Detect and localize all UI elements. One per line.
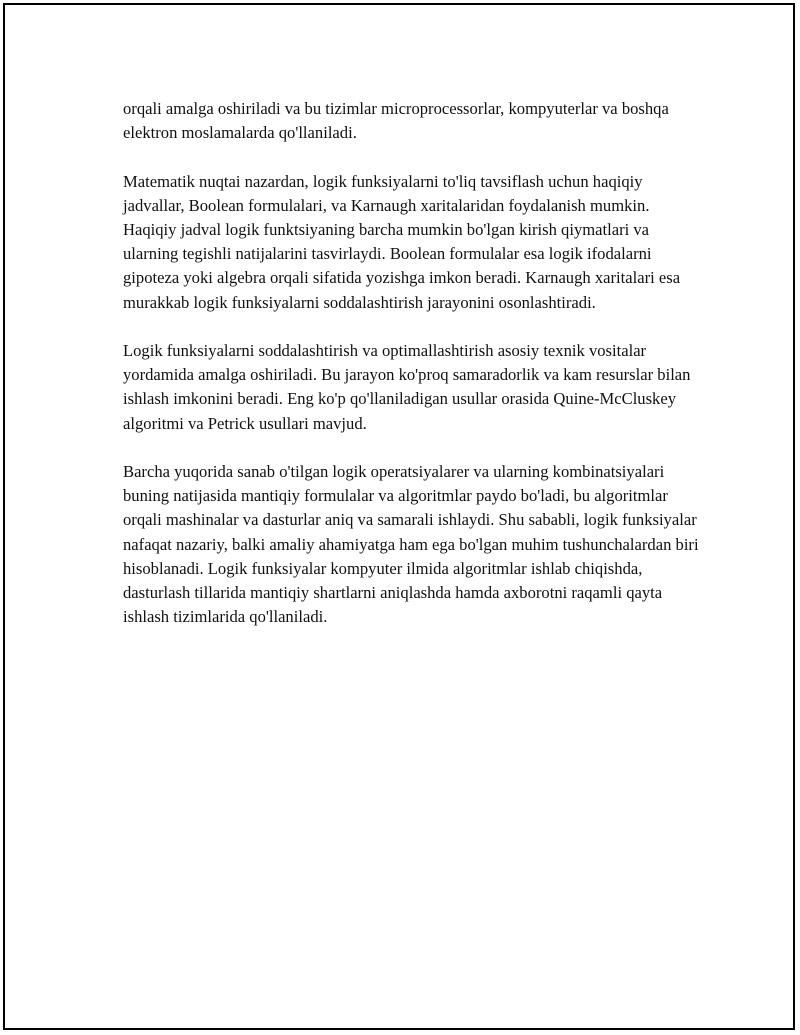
document-body <box>123 97 703 654</box>
paragraph-4: Barcha yuqorida sanab o'tilgan logik operatsiyalarer va ularning kombinatsiyalari buning natijasida mantiqiy formulalar va algoritmlar paydo bo'ladi, bu algoritmlar orqali mashinalar va dasturlar aniq va samarali ishlaydi. Shu sababli, logik funksiyalar nafaqat nazariy, balki amaliy ahamiyatga ham ega bo'lgan muhim tushunchalardan biri hisoblanadi. Logik funksiyalar kompyuter ilmida algoritmlar ishlab chiqishda, dasturlash tillarida mantiqiy shartlarni aniqlashda hamda axborotni raqamli qayta ishlash tizimlarida qo'llaniladi. <box>123 462 699 627</box>
page-frame <box>3 3 795 1030</box>
paragraph-1: orqali amalga oshiriladi va bu tizimlar microprocessorlar, kompyuterlar va boshqa elektron moslamalarda qo'llaniladi. <box>123 99 669 143</box>
paragraph-3: Logik funksiyalarni soddalashtirish va optimallashtirish asosiy texnik vositalar yordamida amalga oshiriladi. Bu jarayon ko'proq samaradorlik va kam resurslar bilan ishlash imkonini beradi. Eng ko'p qo'llaniladigan usullar orasida Quine-McCluskey algoritmi va Petrick usullari mavjud. <box>123 341 691 433</box>
paragraph-2: Matematik nuqtai nazardan, logik funksiyalarni to'liq tavsiflash uchun haqiqiy jadvallar, Boolean formulalari, va Karnaugh xaritalaridan foydalanish mumkin. Haqiqiy jadval logik funktsiyaning barcha mumkin bo'lgan kirish qiymatlari va ularning tegishli natijalarini tasvirlaydi. Boolean formulalar esa logik ifodalarni gipoteza yoki algebra orqali sifatida yozishga imkon beradi. Karnaugh xaritalari esa murakkab logik funksiyalarni soddalashtirish jarayonini osonlashtiradi. <box>123 171 681 312</box>
